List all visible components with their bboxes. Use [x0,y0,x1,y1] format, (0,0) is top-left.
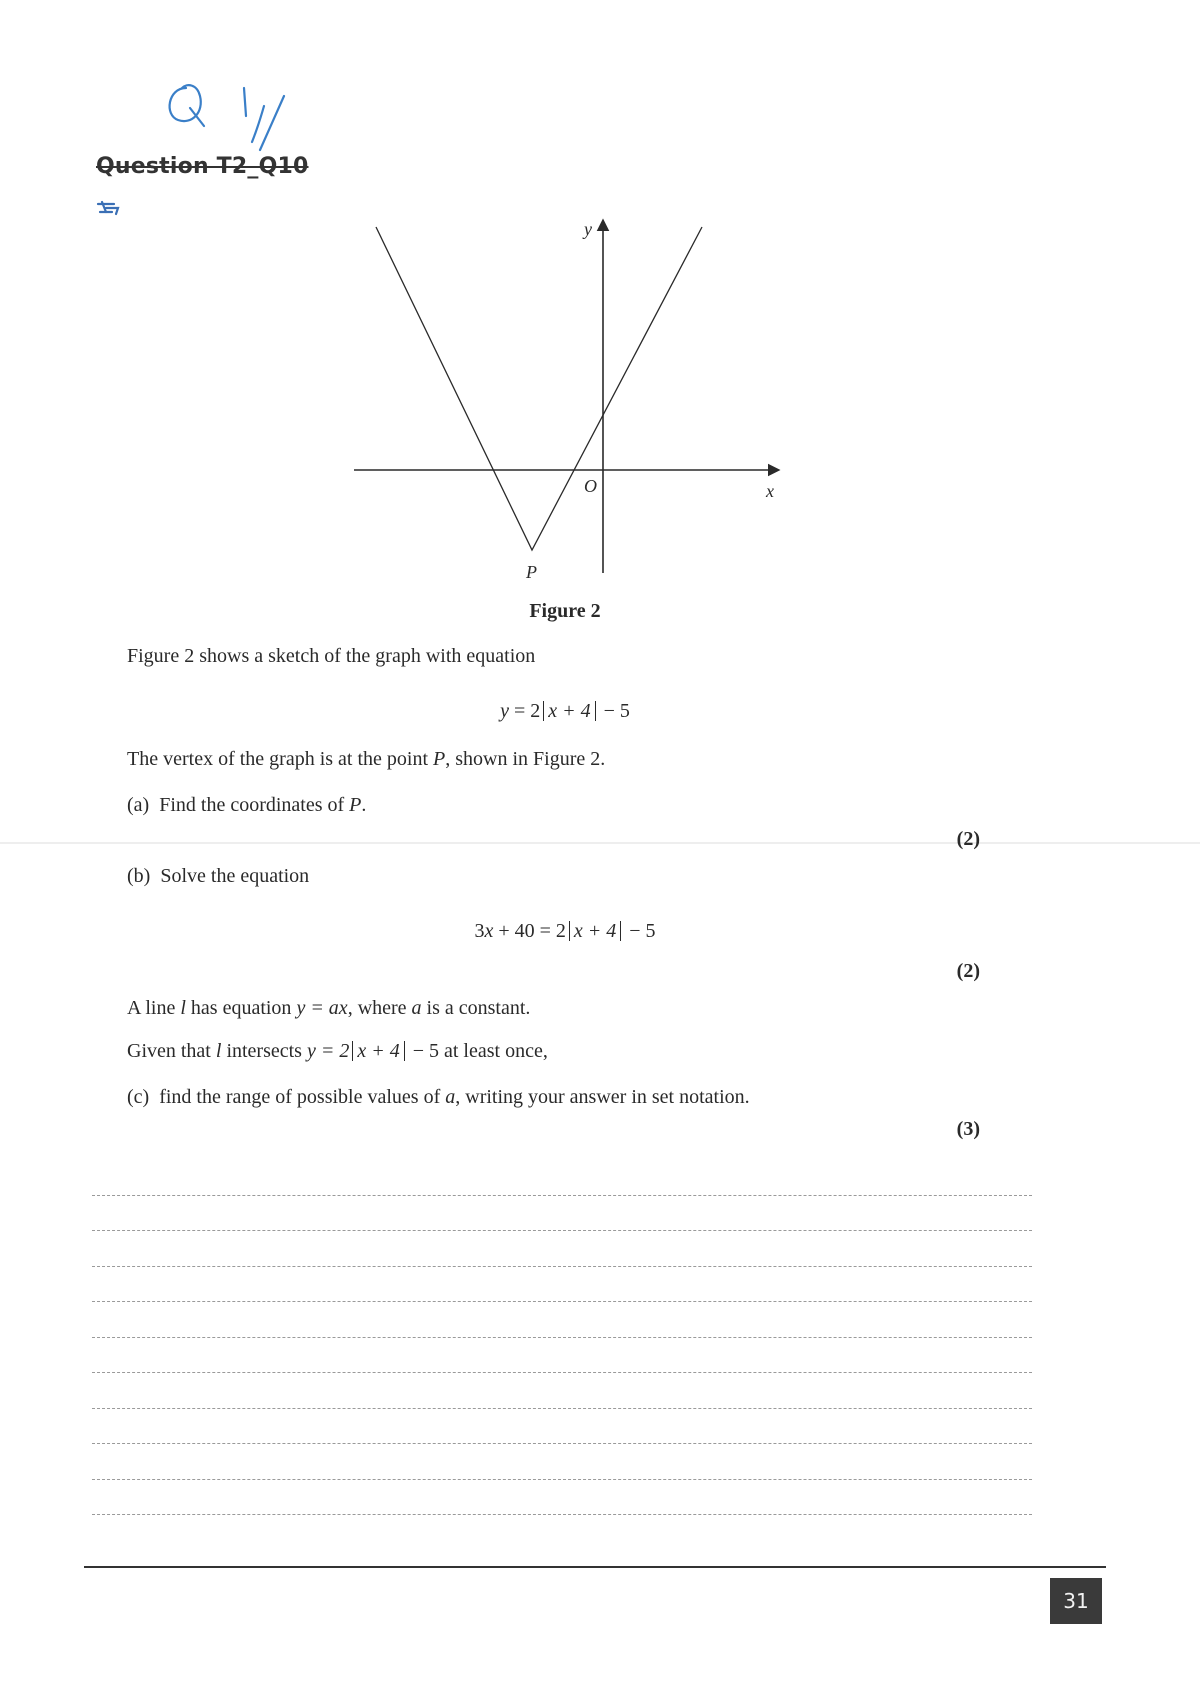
question-label: Question T2_Q10 [96,154,309,179]
part-c-marks: (3) [956,1118,980,1140]
answer-line[interactable] [92,1302,1032,1338]
axis-y-label: y [584,219,592,239]
page-number: 31 [1050,1578,1102,1624]
part-a-text: (a) Find the coordinates of P. [127,794,367,816]
intro-text: Figure 2 shows a sketch of the graph with equation [127,645,536,667]
part-c-text: (c) find the range of possible values of a, writing your answer in set notation. [127,1086,750,1108]
origin-label: O [584,476,597,496]
intro-equation [0,700,1130,723]
eq-y: y [500,700,509,722]
eq-abs: x + 4 [543,701,595,721]
figure-caption: Figure 2 [529,600,601,622]
answer-line[interactable] [92,1409,1032,1445]
eq-tail: − 5 [598,700,630,722]
part-b-marks: (2) [956,960,980,982]
answer-line[interactable] [92,1480,1032,1516]
figure-graph [340,215,800,595]
part-b-equation: 3x + 40 = 2 x + 4 − 5 [474,920,656,942]
answer-line[interactable] [92,1231,1032,1267]
answer-line[interactable] [92,1338,1032,1374]
given-text: Given that l intersects y = 2 x + 4 − 5 at least once, [127,1040,548,1062]
bottom-rule [84,1566,1106,1568]
part-a-marks: (2) [956,828,980,850]
answer-line[interactable] [92,1267,1032,1303]
line-info-text: A line l has equation y = ax, where a is a constant. [127,997,531,1019]
answer-line[interactable] [92,1373,1032,1409]
vertex-label: P [526,562,537,582]
graph-curve [376,227,702,550]
eq-coef: = 2 [508,700,541,722]
answer-line[interactable] [92,1444,1032,1480]
handwritten-annotation [160,70,320,160]
scan-crease [0,842,1200,844]
scribble-mark [96,198,126,218]
answer-lines [92,1160,1032,1515]
vertex-text: The vertex of the graph is at the point P, shown in Figure 2. [127,748,606,770]
answer-line[interactable] [92,1160,1032,1196]
part-b-text: (b) Solve the equation [127,865,310,887]
axis-x-label: x [766,481,774,501]
answer-line[interactable] [92,1196,1032,1232]
